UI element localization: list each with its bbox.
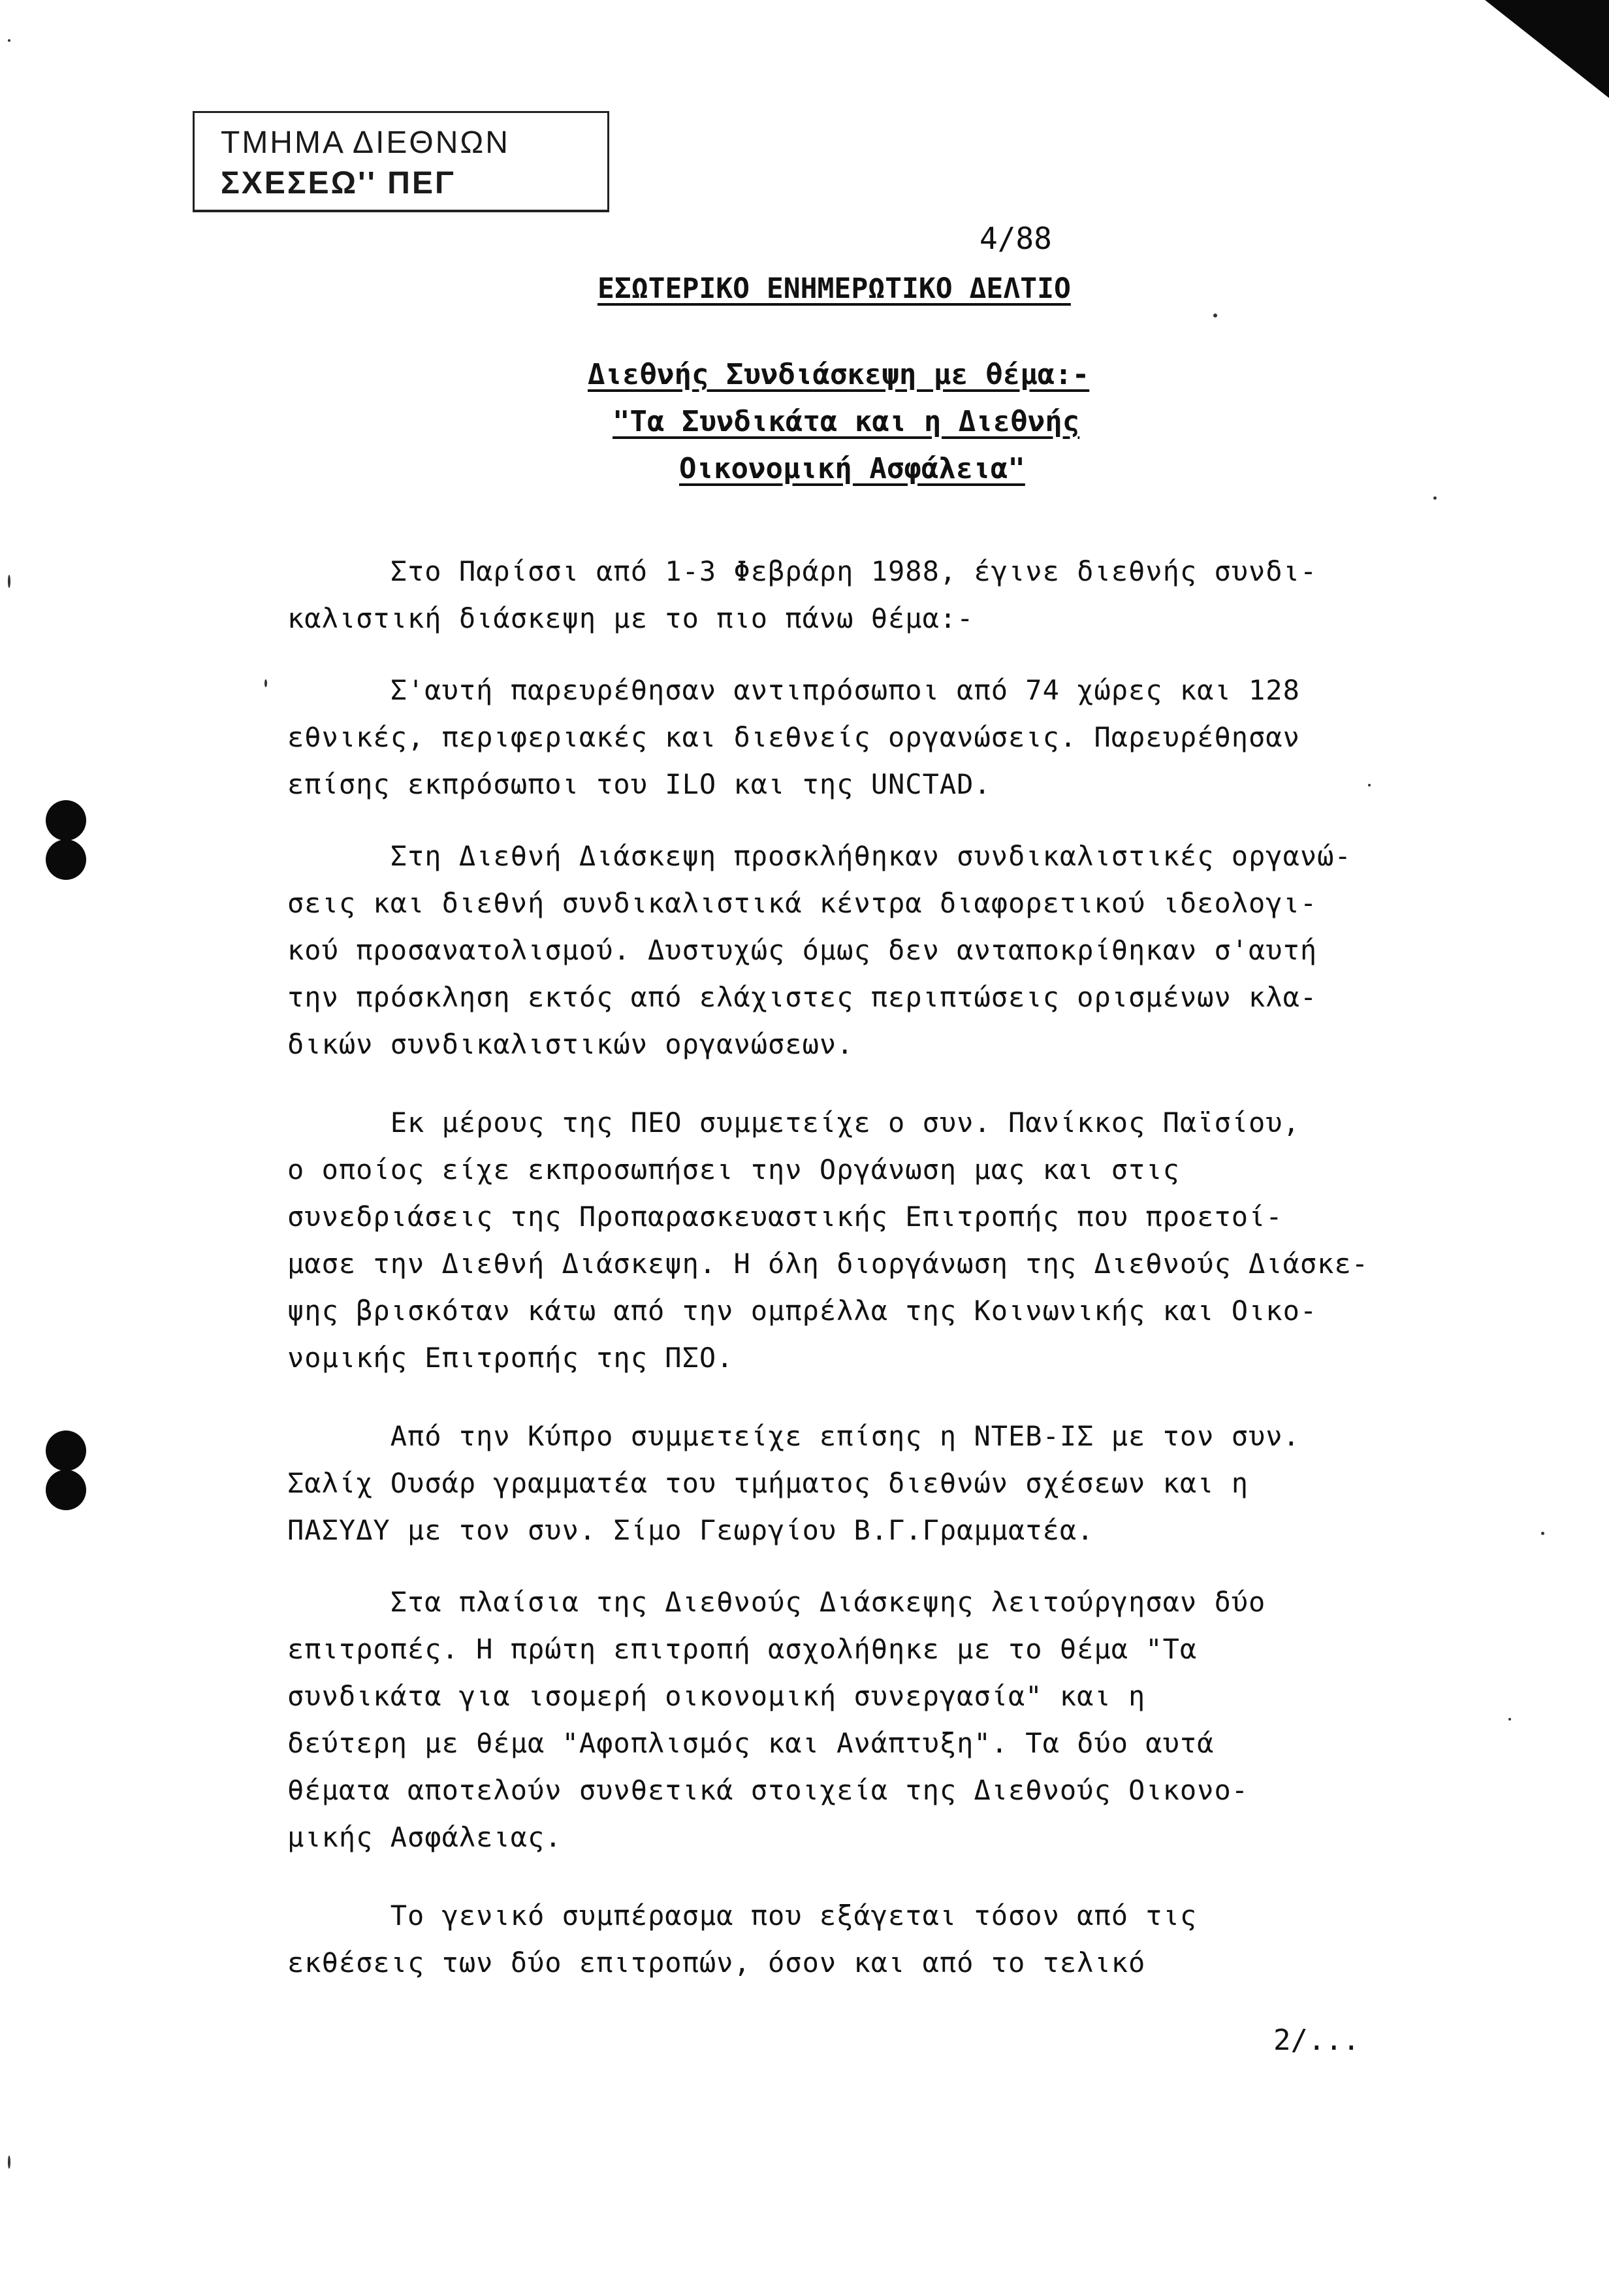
body-line: συνδικάτα για ισομερή οικονομική συνεργασία" και η [287, 1680, 1146, 1712]
body-line: Εκ μέρους της ΠΕΟ συμμετείχε ο συν. Πανίκκος Παϊσίου, [287, 1107, 1300, 1139]
scan-speck [1508, 1718, 1511, 1721]
scan-speck [8, 575, 10, 588]
stamp-line-1: ΤΜΗΜΑ ΔΙΕΘΝΩΝ [221, 125, 510, 160]
body-line: ψης βρισκόταν κάτω από την ομπρέλλα της Κοινωνικής και Οικο- [287, 1295, 1318, 1327]
scan-speck [8, 2156, 10, 2169]
scan-speck [1433, 496, 1437, 500]
body-line: μικής Ασφάλειας. [287, 1821, 562, 1853]
body-line: Σαλίχ Ουσάρ γραμματέα του τμήματος διεθνών σχέσεων και η [287, 1467, 1249, 1499]
subtitle-line-2: "Τα Συνδικάτα και η Διεθνής [613, 405, 1080, 438]
body-line: ΠΑΣΥΔΥ με τον συν. Σίμο Γεωργίου Β.Γ.Γραμματέα. [287, 1514, 1094, 1546]
body-line: ο οποίος είχε εκπροσωπήσει την Οργάνωση μας και στις [287, 1154, 1180, 1186]
body-line: επίσης εκπρόσωποι του ILO και της UNCTAD. [287, 768, 991, 800]
body-line: Στη Διεθνή Διάσκεψη προσκλήθηκαν συνδικαλιστικές οργανώ- [287, 840, 1352, 872]
body-line: νομικής Επιτροπής της ΠΣΟ. [287, 1342, 734, 1374]
body-line: εκθέσεις των δύο επιτροπών, όσον και από το τελικό [287, 1947, 1146, 1979]
punch-hole-icon [46, 800, 86, 841]
body-line: δικών συνδικαλιστικών οργανώσεων. [287, 1028, 854, 1060]
body-line: εθνικές, περιφεριακές και διεθνείς οργανώσεις. Παρευρέθησαν [287, 721, 1300, 753]
stamp-line-2: ΣΧΕΣΕΩ'' ΠΕΓ [221, 166, 456, 201]
body-line: Από την Κύπρο συμμετείχε επίσης η ΝΤΕΒ-ΙΣ με τον συν. [287, 1420, 1300, 1452]
document-title: ΕΣΩΤΕΡΙΚΟ ΕΝΗΜΕΡΩΤΙΚΟ ΔΕΛΤΙΟ [597, 272, 1071, 305]
continued-page-marker: 2/... [1273, 2024, 1360, 2057]
subtitle-line-3: Οικονομική Ασφάλεια" [679, 452, 1025, 485]
body-line: Το γενικό συμπέρασμα που εξάγεται τόσον από τις [287, 1900, 1198, 1932]
body-line: επιτροπές. Η πρώτη επιτροπή ασχολήθηκε με το θέμα "Τα [287, 1633, 1198, 1665]
body-line: Σ'αυτή παρευρέθησαν αντιπρόσωποι από 74 χώρες και 128 [287, 674, 1300, 706]
scan-speck [1541, 1532, 1544, 1535]
punch-hole-icon [46, 839, 86, 880]
body-line: Στο Παρίσσι από 1-3 Φεβράρη 1988, έγινε διεθνής συνδι- [287, 555, 1318, 587]
body-line: καλιστική διάσκεψη με το πιο πάνω θέμα:- [287, 602, 974, 634]
scan-speck [1213, 314, 1217, 317]
corner-scan-mark [1485, 0, 1609, 98]
body-line: δεύτερη με θέμα "Αφοπλισμός και Ανάπτυξη". Τα δύο αυτά [287, 1727, 1215, 1759]
punch-hole-icon [46, 1431, 86, 1471]
body-line: Στα πλαίσια της Διεθνούς Διάσκεψης λειτούργησαν δύο [287, 1586, 1266, 1618]
body-line: την πρόσκληση εκτός από ελάχιστες περιπτώσεις ορισμένων κλα- [287, 981, 1318, 1013]
scan-speck [264, 679, 267, 687]
body-line: κού προσανατολισμού. Δυστυχώς όμως δεν ανταποκρίθηκαν σ'αυτή [287, 934, 1318, 966]
subtitle-line-1: Διεθνής Συνδιάσκεψη με θέμα:- [588, 358, 1090, 391]
scan-speck [8, 39, 10, 42]
punch-hole-icon [46, 1470, 86, 1510]
body-line: θέματα αποτελούν συνθετικά στοιχεία της Διεθνούς Οικονο- [287, 1774, 1249, 1806]
scan-speck [1368, 784, 1371, 786]
body-line: συνεδριάσεις της Προπαρασκευαστικής Επιτροπής που προετοί- [287, 1201, 1283, 1233]
document-number: 4/88 [980, 221, 1052, 256]
body-line: σεις και διεθνή συνδικαλιστικά κέντρα διαφορετικού ιδεολογι- [287, 887, 1318, 919]
body-line: μασε την Διεθνή Διάσκεψη. Η όλη διοργάνωση της Διεθνούς Διάσκε- [287, 1248, 1369, 1280]
department-stamp [193, 111, 609, 212]
